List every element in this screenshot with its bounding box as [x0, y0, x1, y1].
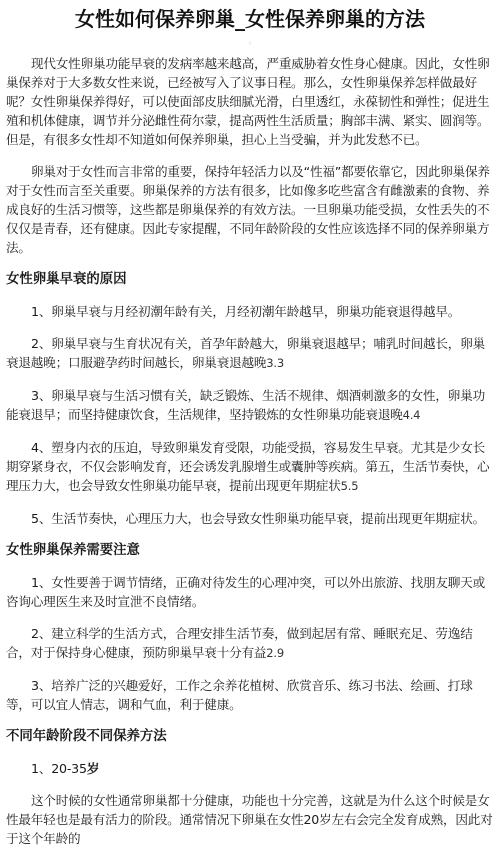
note-item-2: 2、建立科学的生活方式，合理安排生活节奏，做到起居有常、睡眠充足、劳逸结合，对于保持身心健康，预防卵巢早衰十分有益2.9	[6, 626, 473, 660]
cause-item-5: 5、生活节奏快，心理压力大，也会导致女性卵巢功能早衰，提前出现更年期症状。	[31, 511, 485, 526]
intro-paragraph-2: 卵巢对于女性而言非常的重要，保持年轻活力以及“性福”都要依靠它，因此卵巢保养对于女性而言至关重要。卵巢保养的方法有很多，比如像多吃些富含有雌激素的食物、养成良好的生活习惯等，这些都是卵巢保养的有效方法。一旦卵巢功能受损，女性丢失的不仅仅是青春，还有健康。因此专家提醒，不同年龄阶段的女性应该选择不同的保养卵巢方法。	[6, 164, 490, 255]
cause-item-2: 2、卵巢早衰与生育状况有关，首孕年龄越大，卵巢衰退越早；哺乳时间越长，卵巢衰退越晚；口服避孕药时间越长，卵巢衰退越晚3.3	[6, 336, 485, 370]
item-suffix: 5.5	[340, 479, 359, 493]
section-heading-causes: 女性卵巢早衰的原因	[6, 272, 127, 287]
cause-item-3: 3、卵巢早衰与生活习惯有关，缺乏锻炼、生活不规律、烟酒刺激多的女性，卵巢功能衰退早；而坚持健康饮食，生活规律，坚持锻炼的女性卵巢功能衰退晚4.4	[6, 388, 485, 422]
intro-paragraph-1: 现代女性卵巢功能早衰的发病率越来越高，严重威胁着女性身心健康。因此，女性卵巢保养对于大多数女性来说，已经被写入了议事日程。那么，女性卵巢保养怎样做最好呢？女性卵巢保养得好，可以使面部皮肤细腻光滑，白里透红，永葆韧性和弹性；促进生殖和机体健康，调节并分泌雌性荷尔蒙，提高两性生活质量；胸部丰满、紧实、圆润等。但是，有很多女性却不知道如何保养卵巢，担心上当受骗，并为此发愁不已。	[6, 56, 490, 147]
center-marker: ◦	[247, 39, 253, 48]
item-suffix: 2.9	[266, 646, 284, 660]
age-paragraph: 这个时候的女性通常卵巢都十分健康，功能也十分完善，这就是为什么这个时候是女性最年轻也是最有活力的阶段。通常情况下卵巢在女性20岁左右会完全发育成熟，因此对于这个年龄的	[6, 793, 493, 846]
section-heading-ages: 不同年龄阶段不同保养方法	[6, 729, 167, 744]
page-title: 女性如何保养卵巢_女性保养卵巢的方法	[75, 7, 425, 31]
item-suffix: 3.3	[266, 356, 284, 370]
note-item-1: 1、女性要善于调节情绪，正确对待发生的心理冲突，可以外出旅游、找朋友聊天或咨询心理医生来及时宣泄不良情绪。	[6, 575, 485, 609]
section-heading-notes: 女性卵巢保养需要注意	[6, 543, 140, 558]
age-subheading: 1、20-35岁	[31, 761, 100, 776]
note-item-3: 3、培养广泛的兴趣爱好，工作之余养花植树、欣赏音乐、练习书法、绘画、打球等，可以宜人情志，调和气血，利于健康。	[6, 678, 473, 712]
item-suffix: 4.4	[402, 408, 421, 422]
cause-item-1: 1、卵巢早衰与月经初潮年龄有关，月经初潮年龄越早，卵巢功能衰退得越早。	[31, 304, 461, 319]
cause-item-4: 4、塑身内衣的压迫，导致卵巢发育受限，功能受损，容易发生早衰。尤其是少女长期穿紧身衣，不仅会影响发育，还会诱发乳腺增生或囊肿等疾病。第五，生活节奏快，心理压力大，也会导致女性卵巢功能早衰，提前出现更年期症状5.5	[6, 440, 490, 493]
